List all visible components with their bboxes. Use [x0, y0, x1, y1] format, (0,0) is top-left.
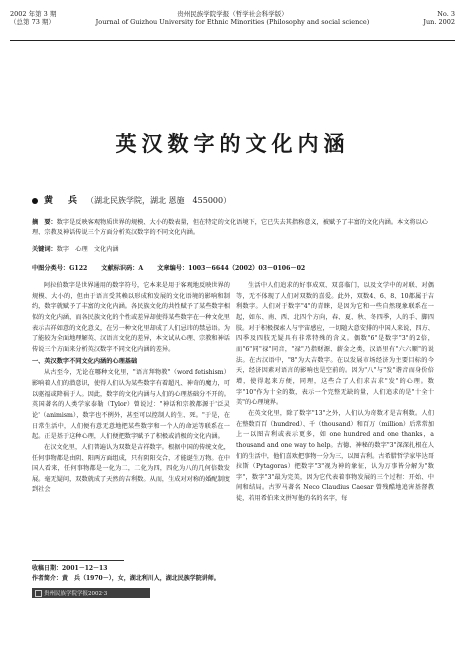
article-title: 英汉数字的文化内涵: [115, 131, 350, 156]
footnote-rule: [32, 560, 124, 561]
received-date: 收稿日期：2001－12－13: [32, 565, 108, 572]
paragraph: 从古至今，无论在哪种文化里，"语言拜物教"（word fetishism）影响着人们的潜意识，使得人们认为某些数字有着超凡、神奇的魔力，可以驱福或降祸于人。因此，数字的文化内涵与人们的心理基础分不开的。英国著名的人类学家泰勒（Tylor）曾说过："神话和宗教都源于'泛灵论'（animism），数字也不例外，甚至可以控制人的生、死。"于是，在日常生活中，人们便有意无意地把某些数字和一个人的命运等联系在一起。正是基于这种心理，人们便把数字赋予了积极或消极的文化内涵。: [32, 369, 230, 441]
paragraph: 在汉文化里，人们普遍认为双数是吉祥数字。根据中国的传统文化，任何事物都是由阴、阳两方面组成，只有阴阳交合，才能诞生万物。在中国人看来，任何事物都是一化为二，二化为四，四化为八的几何倍数发展。毫无疑问，双数就成了天然的吉利数。从而，生成对对称的婚配制度到社会: [32, 443, 230, 494]
author-bio: 作者简介：黄 兵（1970－），女，湖北利川人，湖北民族学院讲师。: [32, 575, 220, 583]
header-rule: [10, 40, 455, 41]
paragraph: 在英文化里，除了数字"13"之外，人们认为奇数才是吉利数。人们在整数百百（hundred）、千（thousand）和百万（million）后常常加上一以图吉利或表示更多，如 one hundred and one thanks，a thousand and one way to help。古德、神秘的数字"3"深深扎根在人们的生活中，他们喜欢把事物一分为三，以图吉利。古希腊哲学家毕达哥拉斯（Pytagoras）把数字"3"视为神的象征，认为万事皆分解为"数字"，数字"3"最为完美，因为它代表着事物发展的三个过程：开始、中间和结局。古罗马著名 Neco Claudius Caesar 曾残酷地追害基督教徒，若用希伯来文拼写他的名的名字，每: [236, 409, 434, 503]
section-heading: 一、英汉数字不同文化内涵的心理基础: [32, 357, 138, 365]
author-affiliation: （湖北民族学院，湖北 恩施 455000）: [86, 196, 232, 205]
keywords: [32, 244, 433, 253]
header-journal: 贵州民族学院学报（哲学社会科学版） Journal of Guizhou University for Ethnic Minorities (Philosophy and social science): [95, 10, 370, 27]
document-code: 文献标识码：A: [101, 265, 144, 272]
author-name: 黄 兵: [44, 196, 81, 206]
abstract: [32, 218, 433, 237]
keywords-text: 数字 心理 文化内涵: [56, 246, 119, 253]
body-column-right: [236, 281, 434, 505]
abstract-text: 数字是反映客观物质世界的规模、大小的数表量，但在特定的文化语境下，它已失去其指称意义，被赋予了丰富的文化内涵。本文将以心理、宗教及神话传说三个方面分析英汉数字的不同文化内涵。: [32, 219, 428, 236]
bullet-icon: [32, 198, 38, 204]
author-line: [32, 193, 231, 206]
header-date: No. 3 Jun. 2002: [423, 10, 455, 27]
header-issue: 2002 年第 3 期 （总第 73 期）: [10, 10, 57, 27]
footnote: [32, 564, 433, 584]
abstract-label: 摘 要：: [32, 219, 57, 226]
body-column-left: [32, 281, 230, 496]
footer-label: 贵州民族学院学报2002·3: [44, 591, 108, 597]
article-number: 文章编号：1003－6644（2002）03－0106－02: [157, 265, 306, 272]
running-header: [10, 8, 455, 40]
classification-line: [32, 263, 433, 272]
keywords-label: 关键词：: [32, 246, 57, 253]
paragraph: 阿拉伯数字是世界通用的数字符号，它本来是用于客观地反映世界的规模、大小的，但由于语言受其赖以形成和发展的文化语境的影响和制约，数字就赋予了丰富的文化内涵。各民族文化的共性赋予了某些数字相似的文化内涵，而各民族文化的个性或差异却使得某些数字在一种文化里表示吉祥如意的文化意义，在另一种文化里却成了人们忌讳的禁忌语。为了能较为全面地理解英、汉语言文化的差异，本文试从心理、宗教和神话传说三个方面来分析英汉数字不同文化内涵的差异。: [32, 282, 230, 353]
footer-mark-icon: [35, 590, 42, 597]
clc-number: 中图分类号：G122: [32, 265, 88, 272]
paragraph: 生活中人们追求的好事成双、双喜临门，以及文学中的对联、对偶等，无不体现了人们对双数的喜爱。此外，双数4、6、8、10都属于吉利数字。人们对于数字"4"的青睐，是因为它和一些自然现象联系在一起，如东、南、西、北四个方向，春、夏、秋、冬四季，人的手、脚四肢。对于积极探索人与宇宙感应，一切随大意安排的中国人来说，四方、四季及四肢无疑具有非常特殊的含义。偶数"6"是数字"3"的2倍，而"6"同"禄"同音，"禄"乃指财源、薪金之类，汉语里有"六六顺"的说法。在古汉语中，"8"为大吉数字。在以发展市场经济为主要目标的今天，经济因素对语言的影响也是空前的。因为"八"与"发"谐音而身价倍增，使得起来方便，同理，这些合了人们求吉求"发"的心理。数字"10"作为十全的数，表示一个完整无缺的量，人们追求的是"十全十美"的心理境界。: [236, 282, 434, 407]
